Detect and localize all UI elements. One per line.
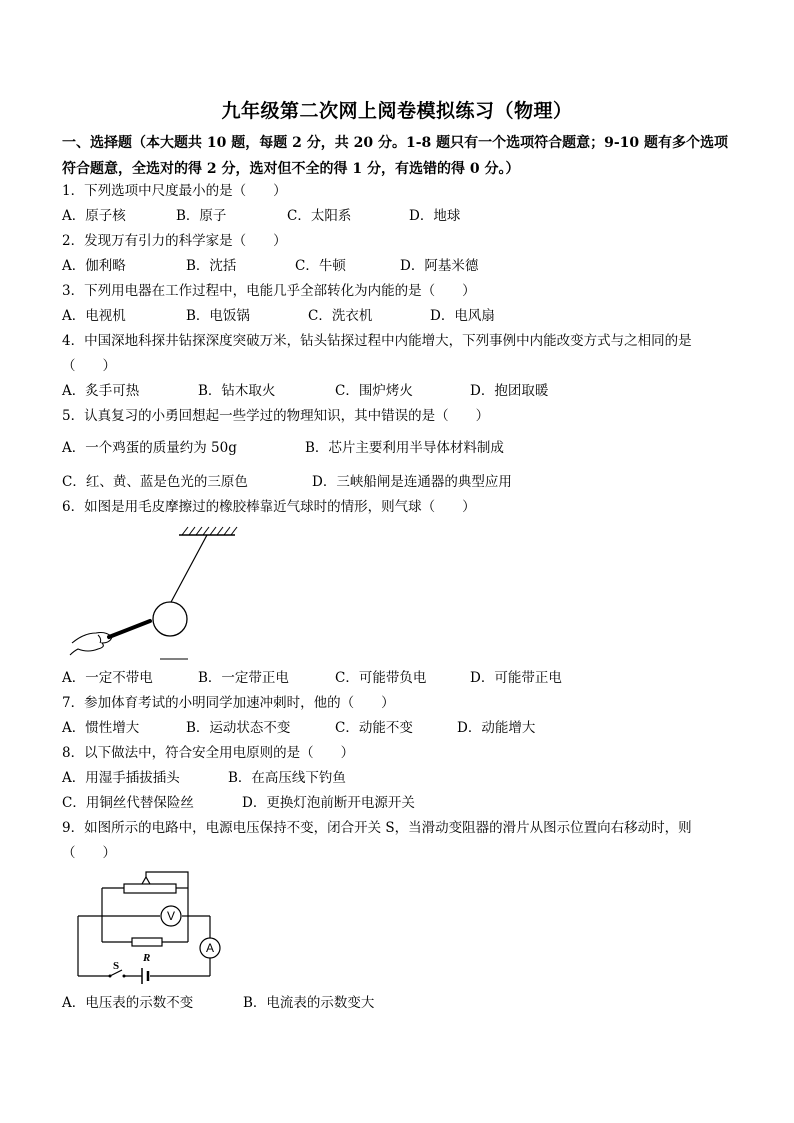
q6-option-a: A．一定不带电 xyxy=(62,670,153,686)
q2-option-b: B．沈括 xyxy=(186,258,237,274)
question-6-stem: 6．如图是用毛皮摩擦过的橡胶棒靠近气球时的情形，则气球（ ） xyxy=(62,499,476,515)
question-4-stem-bracket: （ ） xyxy=(62,358,116,374)
q4-option-c: C．围炉烤火 xyxy=(335,383,413,399)
q7-option-a: A．惯性增大 xyxy=(62,720,140,736)
q7-option-b: B．运动状态不变 xyxy=(186,720,291,736)
q5-option-c: C．红、黄、蓝是色光的三原色 xyxy=(62,474,248,490)
q1-option-d: D．地球 xyxy=(409,208,461,224)
question-9-stem-bracket: （ ） xyxy=(62,845,116,861)
q1-option-a: A．原子核 xyxy=(62,208,126,224)
balloon-rod-figure xyxy=(62,525,242,665)
q2-option-d: D．阿基米德 xyxy=(400,258,479,274)
q2-option-c: C．牛顿 xyxy=(295,258,346,274)
switch-label: S xyxy=(113,960,120,972)
rheostat-shape xyxy=(124,884,176,893)
q5-option-d: D．三峡船闸是连通器的典型应用 xyxy=(312,474,512,490)
q5-option-a: A．一个鸡蛋的质量约为 50g xyxy=(62,440,237,456)
q4-option-b: B．钻木取火 xyxy=(198,383,276,399)
q3-option-c: C．洗衣机 xyxy=(308,308,373,324)
q6-option-d: D．可能带正电 xyxy=(470,670,562,686)
resistor-label: R xyxy=(143,952,151,964)
voltmeter-label: V xyxy=(166,909,176,923)
ammeter-label: A xyxy=(205,941,215,955)
question-4-stem: 4．中国深地科探井钻探深度突破万米，钻头钻探过程中内能增大，下列事例中内能改变方式与之相同的是 xyxy=(62,333,692,349)
section-instructions: 一、选择题（本大题共 10 题，每题 2 分，共 20 分。1-8 题只有一个选项符合题意；9-10 题有多个选项符合题意，全选对的得 2 分，选对但不全的得 1 分，有选错的得 0 分。） xyxy=(62,135,729,177)
question-2-stem: 2．发现万有引力的科学家是（ ） xyxy=(62,233,287,249)
question-1-stem: 1．下列选项中尺度最小的是（ ） xyxy=(62,183,287,199)
circuit-figure xyxy=(70,868,230,990)
q3-option-a: A．电视机 xyxy=(62,308,126,324)
q8-option-a: A．用湿手插拔插头 xyxy=(62,770,180,786)
rubber-rod xyxy=(109,621,150,637)
q5-option-b: B．芯片主要利用半导体材料制成 xyxy=(305,440,504,456)
q3-option-b: B．电饭锅 xyxy=(186,308,250,324)
q9-option-b: B．电流表的示数变大 xyxy=(243,995,375,1011)
q1-option-b: B．原子 xyxy=(176,208,227,224)
page-title: 九年级第二次网上阅卷模拟练习（物理） xyxy=(221,100,573,122)
q4-option-d: D．抱团取暖 xyxy=(470,383,549,399)
question-3-stem: 3．下列用电器在工作过程中，电能几乎全部转化为内能的是（ ） xyxy=(62,283,476,299)
question-7-stem: 7．参加体育考试的小明同学加速冲刺时，他的（ ） xyxy=(62,695,395,711)
hand-shape xyxy=(70,633,112,656)
question-5-stem: 5．认真复习的小勇回想起一些学过的物理知识，其中错误的是（ ） xyxy=(62,408,490,424)
q6-option-b: B．一定带正电 xyxy=(198,670,289,686)
q4-option-a: A．炙手可热 xyxy=(62,383,140,399)
q1-option-c: C．太阳系 xyxy=(287,208,352,224)
q9-option-a: A．电压表的示数不变 xyxy=(62,995,194,1011)
q8-option-c: C．用铜丝代替保险丝 xyxy=(62,795,194,811)
q2-option-a: A．伽利略 xyxy=(62,258,126,274)
question-8-stem: 8．以下做法中，符合安全用电原则的是（ ） xyxy=(62,745,355,761)
q7-option-c: C．动能不变 xyxy=(335,720,413,736)
q7-option-d: D．动能增大 xyxy=(457,720,536,736)
q8-option-d: D．更换灯泡前断开电源开关 xyxy=(242,795,415,811)
q6-option-c: C．可能带负电 xyxy=(335,670,427,686)
question-9-stem: 9．如图所示的电路中，电源电压保持不变，闭合开关 S，当滑动变阻器的滑片从图示位置向右移动时，则 xyxy=(62,820,692,836)
q8-option-b: B．在高压线下钓鱼 xyxy=(228,770,346,786)
balloon-shape xyxy=(153,602,187,636)
resistor-shape xyxy=(132,938,162,946)
q3-option-d: D．电风扇 xyxy=(430,308,495,324)
